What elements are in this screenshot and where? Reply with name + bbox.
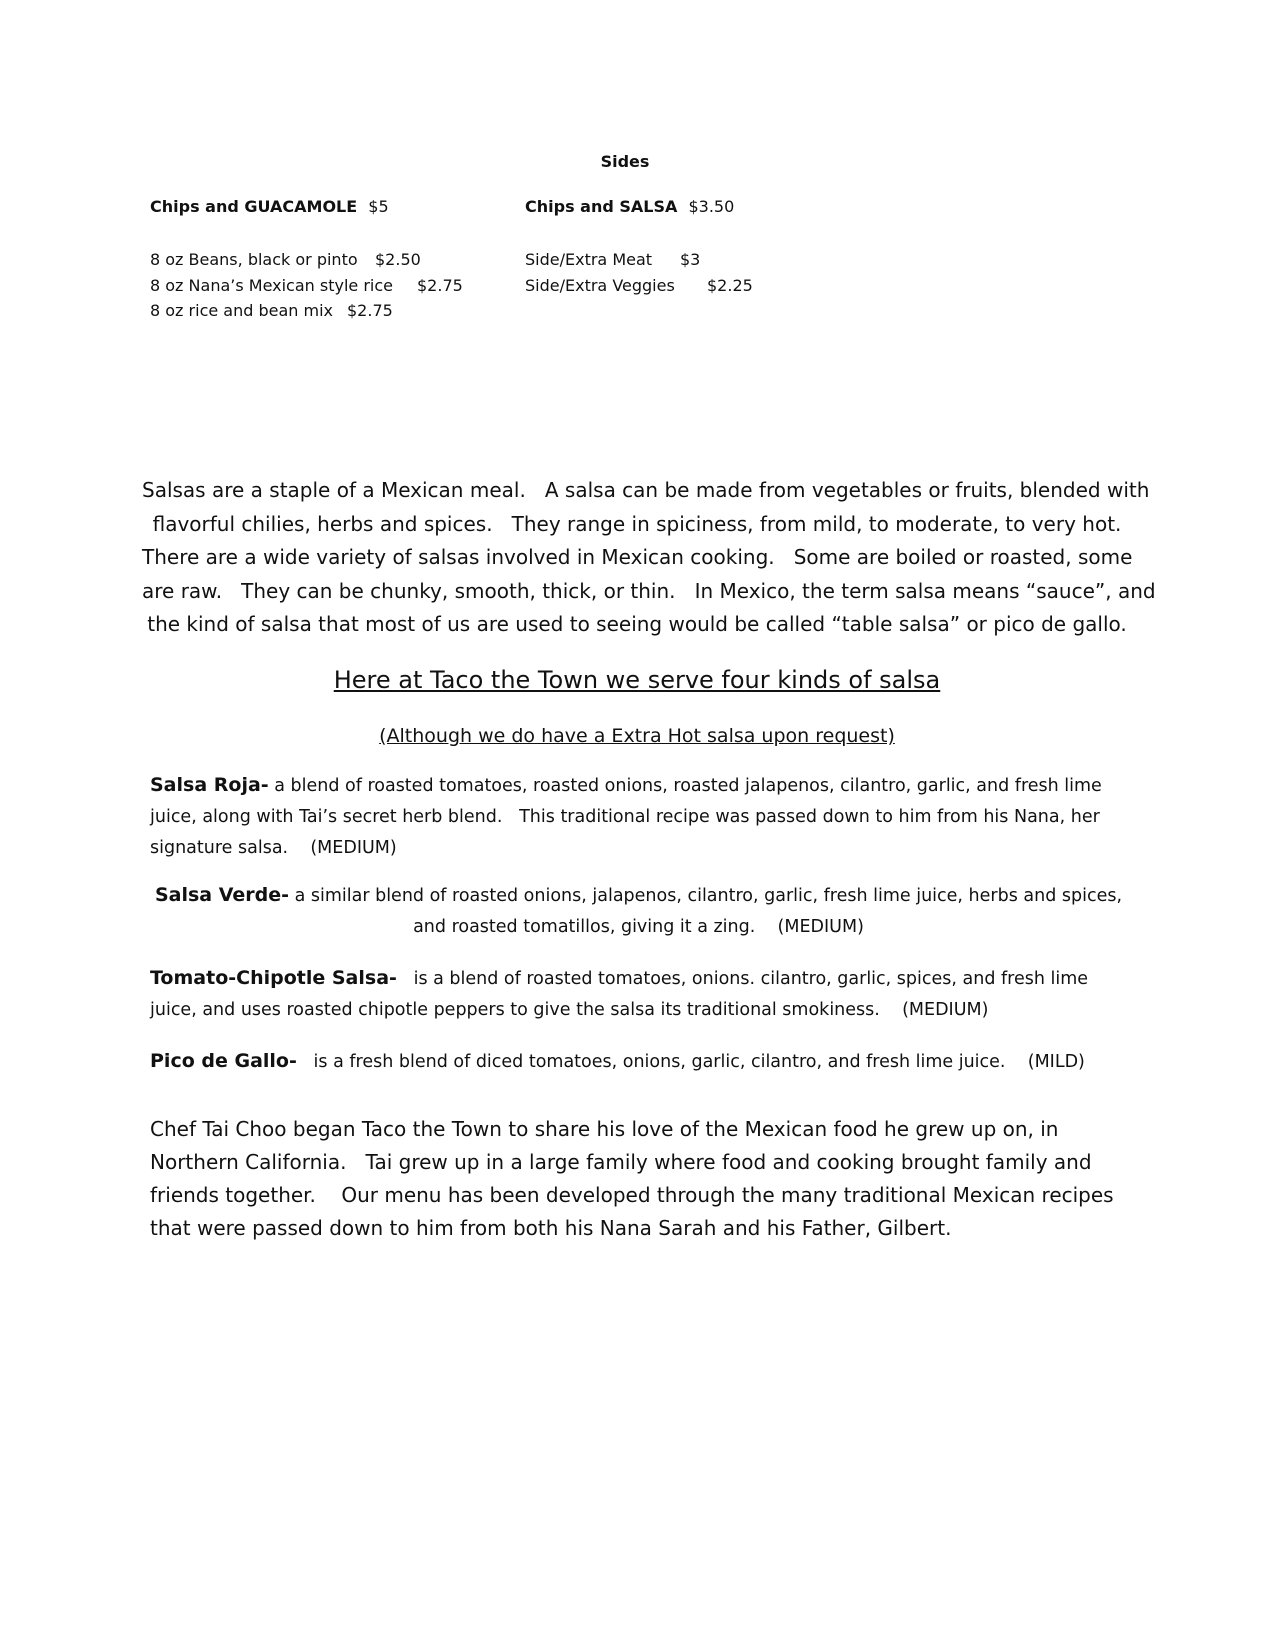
featured-item-salsa bbox=[525, 197, 734, 216]
salsa-intro-paragraph bbox=[142, 474, 1156, 642]
salsa-name: Salsa Verde- bbox=[154, 884, 289, 906]
side-item-beans bbox=[150, 250, 490, 269]
item-name: 8 oz Beans, black or pinto bbox=[150, 250, 358, 269]
salsa-roja bbox=[150, 770, 1125, 864]
salsa-tomato-chipotle bbox=[150, 963, 1125, 1026]
chef-story-paragraph bbox=[150, 1113, 1114, 1245]
intro-line: flavorful chilies, herbs and spices. They range in spiciness, from mild, to moderate, to very hot. bbox=[152, 511, 1122, 536]
salsa-description: is a blend of roasted tomatoes, onions. cilantro, garlic, spices, and fresh lime juice, and uses roasted chipotle peppers to give the salsa its traditional smokiness. (MEDIUM) bbox=[150, 969, 1094, 1020]
story-line: Chef Tai Choo began Taco the Town to share his love of the Mexican food he grew up on, in bbox=[150, 1117, 1059, 1141]
featured-item-guacamole bbox=[150, 197, 389, 216]
side-item-extra-meat bbox=[525, 250, 785, 269]
item-name: 8 oz Nana’s Mexican style rice bbox=[150, 276, 393, 295]
item-name: Side/Extra Meat bbox=[525, 250, 653, 269]
item-price: $2.50 bbox=[375, 250, 421, 269]
item-price: $2.75 bbox=[347, 301, 393, 320]
item-name: Chips and GUACAMOLE bbox=[150, 197, 358, 216]
item-price: $3.50 bbox=[688, 197, 735, 216]
item-name: 8 oz rice and bean mix bbox=[150, 301, 334, 320]
sides-title: Sides bbox=[600, 152, 650, 171]
side-item-extra-veggies bbox=[525, 276, 785, 295]
side-item-rice bbox=[150, 276, 490, 295]
story-line: Northern California. Tai grew up in a large family where food and cooking brought family and bbox=[150, 1150, 1092, 1174]
salsa-name: Salsa Roja- bbox=[150, 774, 269, 796]
salsa-heading: Here at Taco the Town we serve four kinds of salsa bbox=[333, 666, 941, 694]
salsa-description: is a fresh blend of diced tomatoes, onions, garlic, cilantro, and fresh lime juice. (MILD) bbox=[296, 1052, 1085, 1072]
salsa-description: a similar blend of roasted onions, jalapenos, cilantro, garlic, fresh lime juice, herbs and spices, and roasted tomatillos, giving it a zing. (MEDIUM) bbox=[289, 886, 1128, 937]
item-price: $3 bbox=[680, 250, 701, 269]
item-price: $2.25 bbox=[707, 276, 753, 295]
salsa-name: Tomato-Chipotle Salsa- bbox=[150, 967, 397, 989]
salsa-note: (Although we do have a Extra Hot salsa upon request) bbox=[379, 725, 895, 747]
intro-line: the kind of salsa that most of us are used to seeing would be called “table salsa” or pico de gallo. bbox=[147, 612, 1127, 636]
side-item-rice-bean-mix bbox=[150, 301, 490, 320]
salsa-verde bbox=[146, 880, 1131, 943]
item-price: $5 bbox=[368, 197, 389, 216]
intro-line: are raw. They can be chunky, smooth, thick, or thin. In Mexico, the term salsa means “sauce”, and bbox=[142, 578, 1156, 603]
salsa-name: Pico de Gallo- bbox=[150, 1050, 297, 1072]
story-line: friends together. Our menu has been developed through the many traditional Mexican recipes bbox=[150, 1183, 1114, 1207]
story-line: that were passed down to him from both his Nana Sarah and his Father, Gilbert. bbox=[150, 1216, 952, 1240]
item-price: $2.75 bbox=[417, 276, 463, 295]
item-name: Chips and SALSA bbox=[525, 197, 678, 216]
item-name: Side/Extra Veggies bbox=[525, 276, 675, 295]
intro-line: Salsas are a staple of a Mexican meal. A salsa can be made from vegetables or fruits, blended with bbox=[142, 478, 1150, 502]
salsa-description: a blend of roasted tomatoes, roasted onions, roasted jalapenos, cilantro, garlic, and fresh lime juice, along with Tai’s secret herb blend. This traditional recipe was passed down to him from his Nana, her signature salsa. (MEDIUM) bbox=[150, 776, 1108, 858]
salsa-pico-de-gallo bbox=[150, 1046, 1125, 1078]
intro-line: There are a wide variety of salsas involved in Mexican cooking. Some are boiled or roasted, some bbox=[142, 545, 1133, 569]
